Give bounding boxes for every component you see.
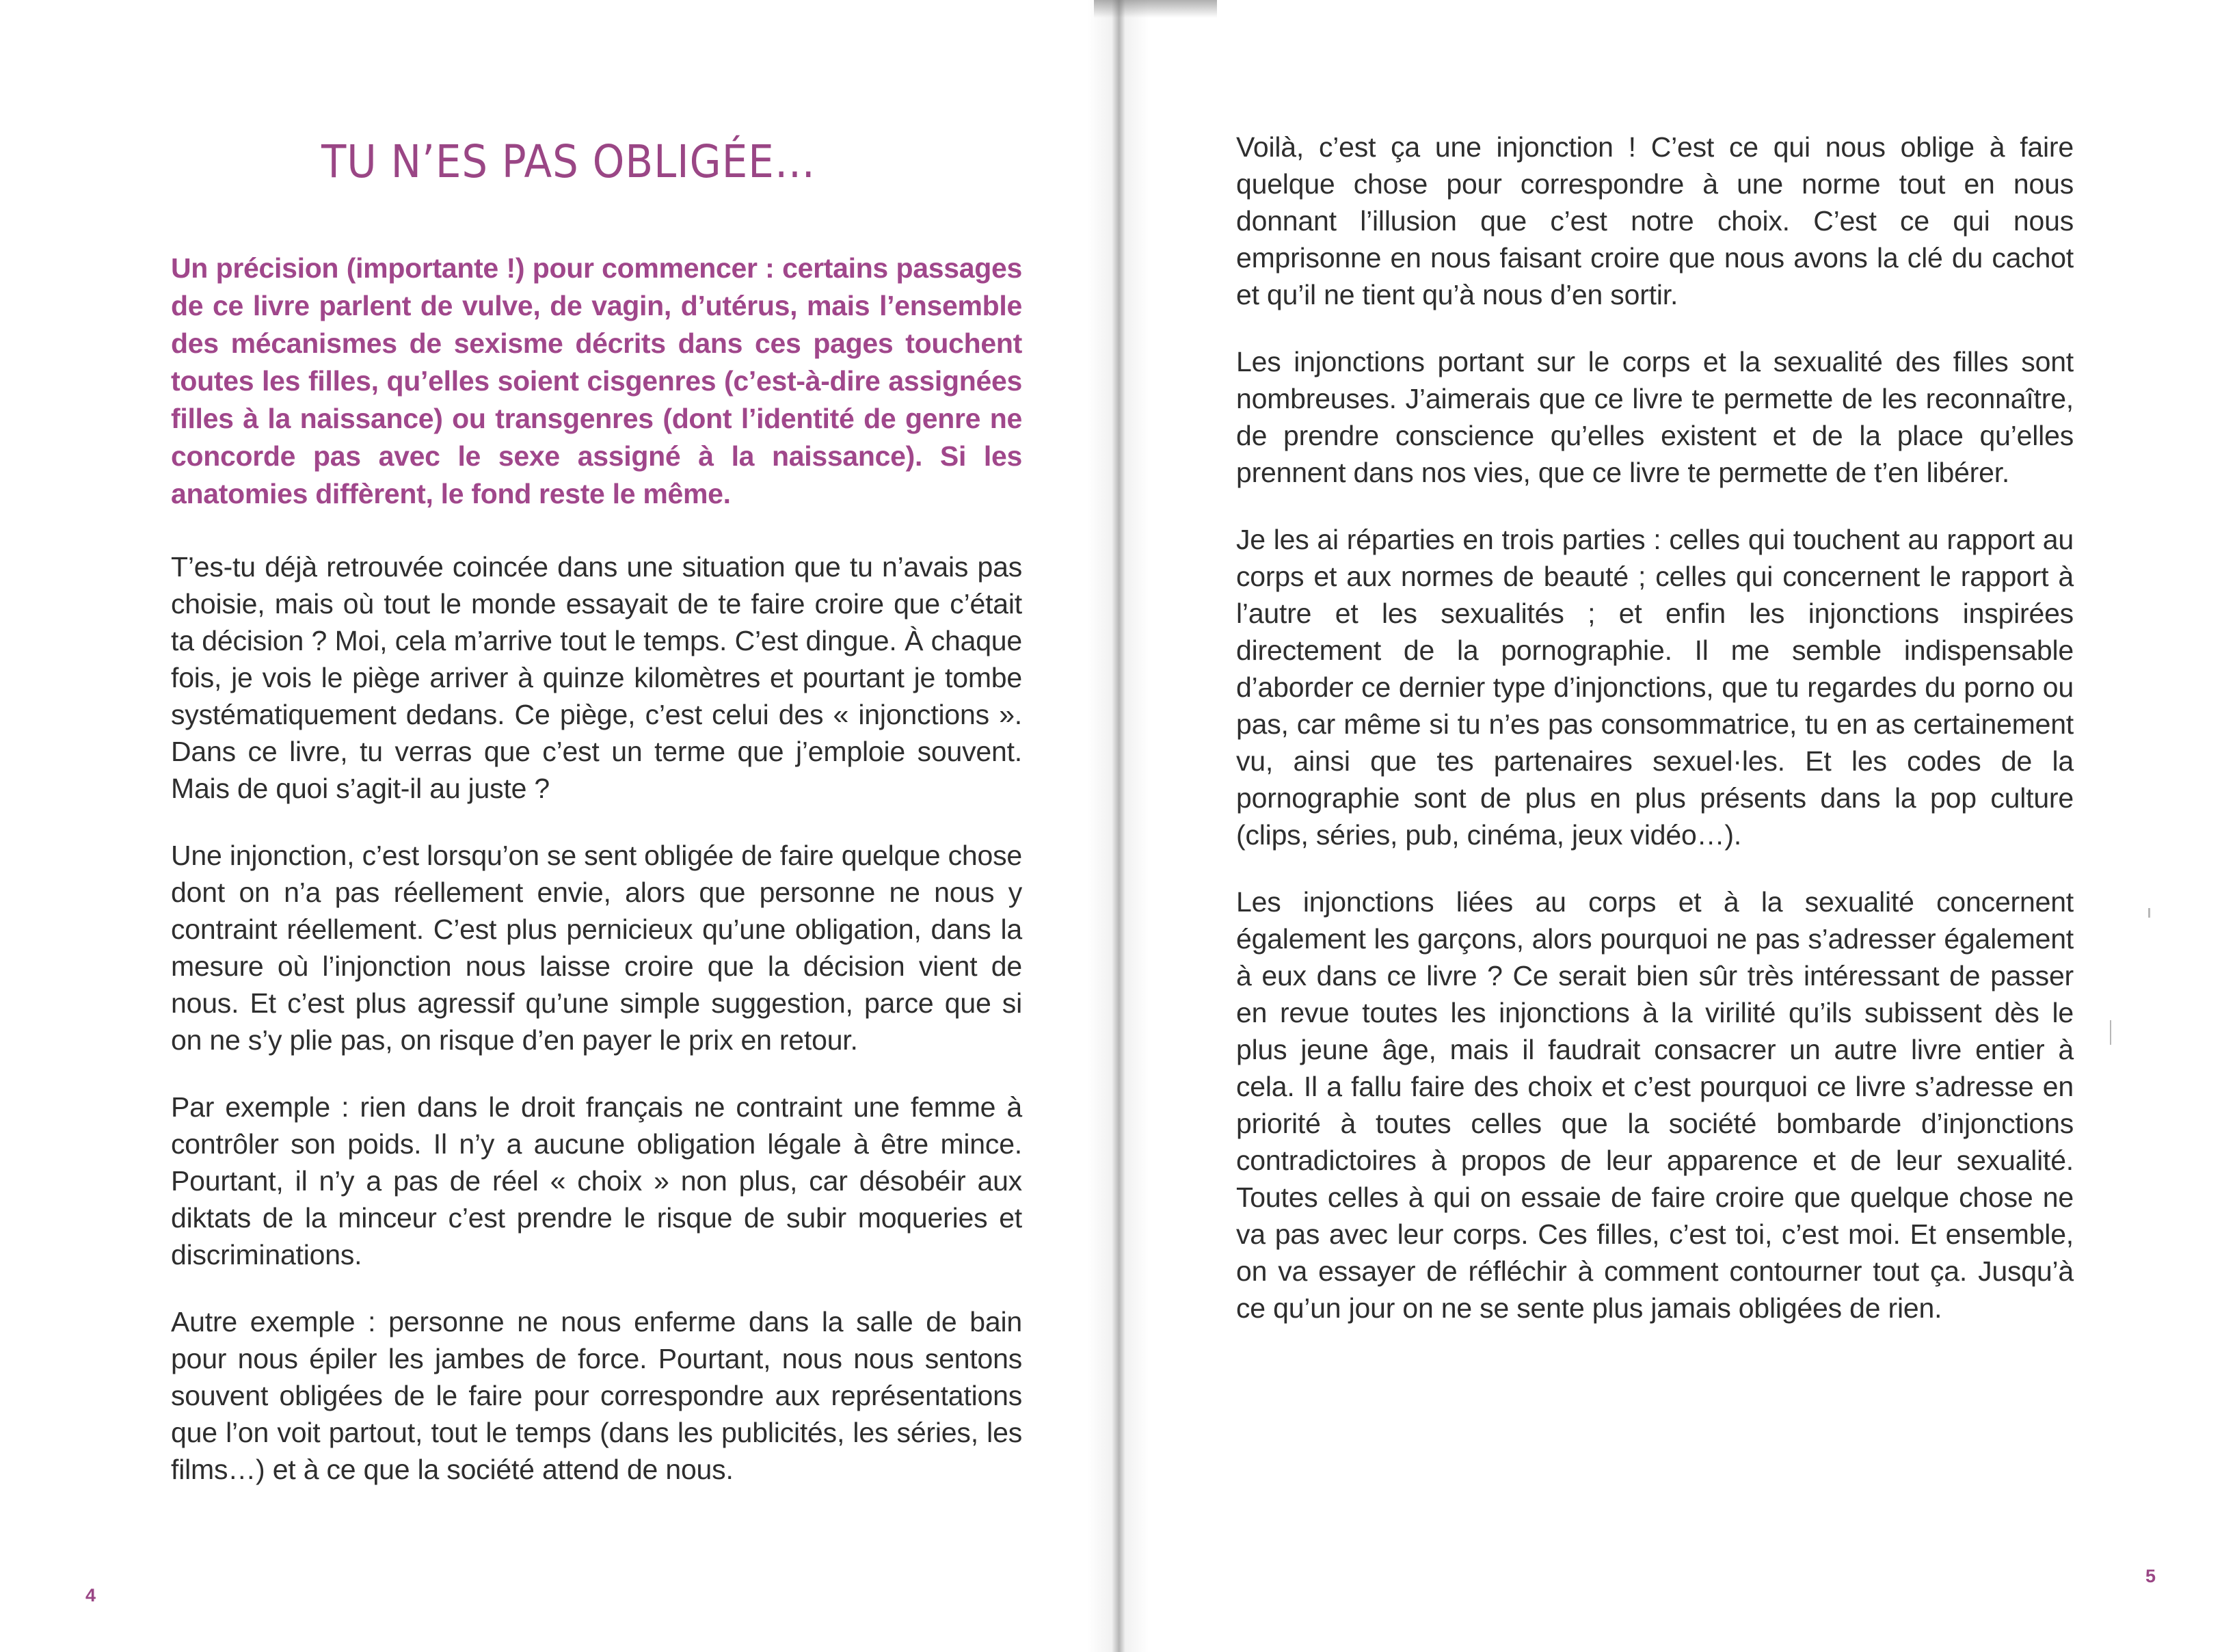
body-paragraph: Les injonctions liées au corps et à la sexualité concernent également les garçons, alors pourquoi ne pas s’adresser également à eux dans ce livre ? Ce serait bien sûr très intéressant de passer en revue toutes les injonctions à la virilité qu’ils subissent dès le plus jeune âge, mais il faudrait consacrer un autre livre entier à cela. Il a fallu faire des choix et c’est pourquoi ce livre s’adresse en priorité à toutes celles que la société bombarde d’injonctions contradictoires à propos de leur apparence et de leur sexualité. Toutes celles à qui on essaie de faire croire que quelque chose ne va pas avec leur corps. Ces filles, c’est toi, c’est moi. Et ensemble, on va essayer de réfléchir à comment contourner tout ça. Jusqu’à ce qu’un jour on ne se sente plus jamais obligées de rien. xyxy=(1236,886,2074,1324)
paper-speck xyxy=(2148,908,2150,918)
intro-paragraph: Un précision (importante !) pour commencer : certains passages de ce livre parlent de vulve, de vagin, d’utérus, mais l’ensemble des mécanismes de sexisme décrits dans ces pages touchent toutes les filles, qu’elles soient cisgenres (c’est-à-dire assignées filles à la naissance) ou transgenres (dont l’identité de genre ne concorde pas avec le sexe assigné à la naissance). Si les anatomies diffèrent, le fond reste le même. xyxy=(171,252,1022,509)
body-paragraph: Voilà, c’est ça une injonction ! C’est ce qui nous oblige à faire quelque chose pour correspondre à une norme tout en nous donnant l’illusion que c’est notre choix. C’est ce qui nous emprisonne en nous faisant croire que nous avons la clé du cachot et qu’il ne tient qu’à nous d’en sortir. xyxy=(1236,131,2074,310)
right-text-column xyxy=(1236,129,2074,1357)
body-paragraph: T’es-tu déjà retrouvée coincée dans une situation que tu n’avais pas choisie, mais où tout le monde essayait de te faire croire que c’était ta décision ? Moi, cela m’arrive tout le temps. C’est dingue. À chaque fois, je vois le piège arriver à quinze kilomètres et pourtant je tombe systématiquement dedans. Ce piège, c’est celui des « injonctions ». Dans ce livre, tu verras que c’est un terme que j’emploie souvent. Mais de quoi s’agit-il au juste ? xyxy=(171,551,1022,804)
body-paragraph: Une injonction, c’est lorsqu’on se sent obligée de faire quelque chose dont on n’a pas réellement envie, alors que personne ne nous y contraint réellement. C’est plus pernicieux qu’une obligation, dans la mesure où l’injonction nous laisse croire que la décision vient de nous. Et c’est plus agressif qu’une simple suggestion, parce que si on ne s’y plie pas, on risque d’en payer le prix en retour. xyxy=(171,840,1022,1056)
body-paragraph: Par exemple : rien dans le droit français ne contraint une femme à contrôler son poids. Il n’y a aucune obligation légale à être mince. Pourtant, il n’y a pas de réel « choix » non plus, car désobéir aux diktats de la minceur c’est prendre le risque de subir moqueries et discriminations. xyxy=(171,1091,1022,1270)
body-paragraph: Je les ai réparties en trois parties : celles qui touchent au rapport au corps et aux normes de beauté ; celles qui concernent le rapport à l’autre et les sexualités ; et enfin les injonctions inspirées directement de la pornographie. Il me semble indispensable d’aborder ce dernier type d’injonctions, que tu regardes du porno ou pas, car même si tu n’es pas consommatrice, tu en as certainement vu, ainsi que tes partenaires sexuel·les. Et les codes de la pornographie sont de plus en plus présents dans la pop culture (clips, séries, pub, cinéma, jeux vidéo…). xyxy=(1236,524,2074,851)
page-number-right: 5 xyxy=(2145,1566,2156,1586)
paper-speck xyxy=(2110,1020,2111,1045)
body-paragraph: Autre exemple : personne ne nous enferme dans la salle de bain pour nous épiler les jambes de force. Pourtant, nous nous sentons souvent obligées de le faire pour correspondre aux représentations que l’on voit partout, tout le temps (dans les publicités, les séries, les films…) et à ce que la société attend de nous. xyxy=(171,1306,1022,1485)
body-paragraph: Les injonctions portant sur le corps et la sexualité des filles sont nombreuses. J’aimerais que ce livre te permette de les reconnaître, de prendre conscience qu’elles existent et de la place qu’elles prennent dans nos vies, que ce livre te permette de t’en libérer. xyxy=(1236,346,2074,488)
gutter-top-shadow xyxy=(1094,0,1217,18)
page-number-left: 4 xyxy=(85,1585,96,1606)
chapter-title: TU N’ES PAS OBLIGÉE… xyxy=(321,135,816,188)
left-text-column xyxy=(171,250,1022,1518)
left-page xyxy=(0,0,1114,1652)
book-gutter-shadow xyxy=(1087,0,1149,1652)
